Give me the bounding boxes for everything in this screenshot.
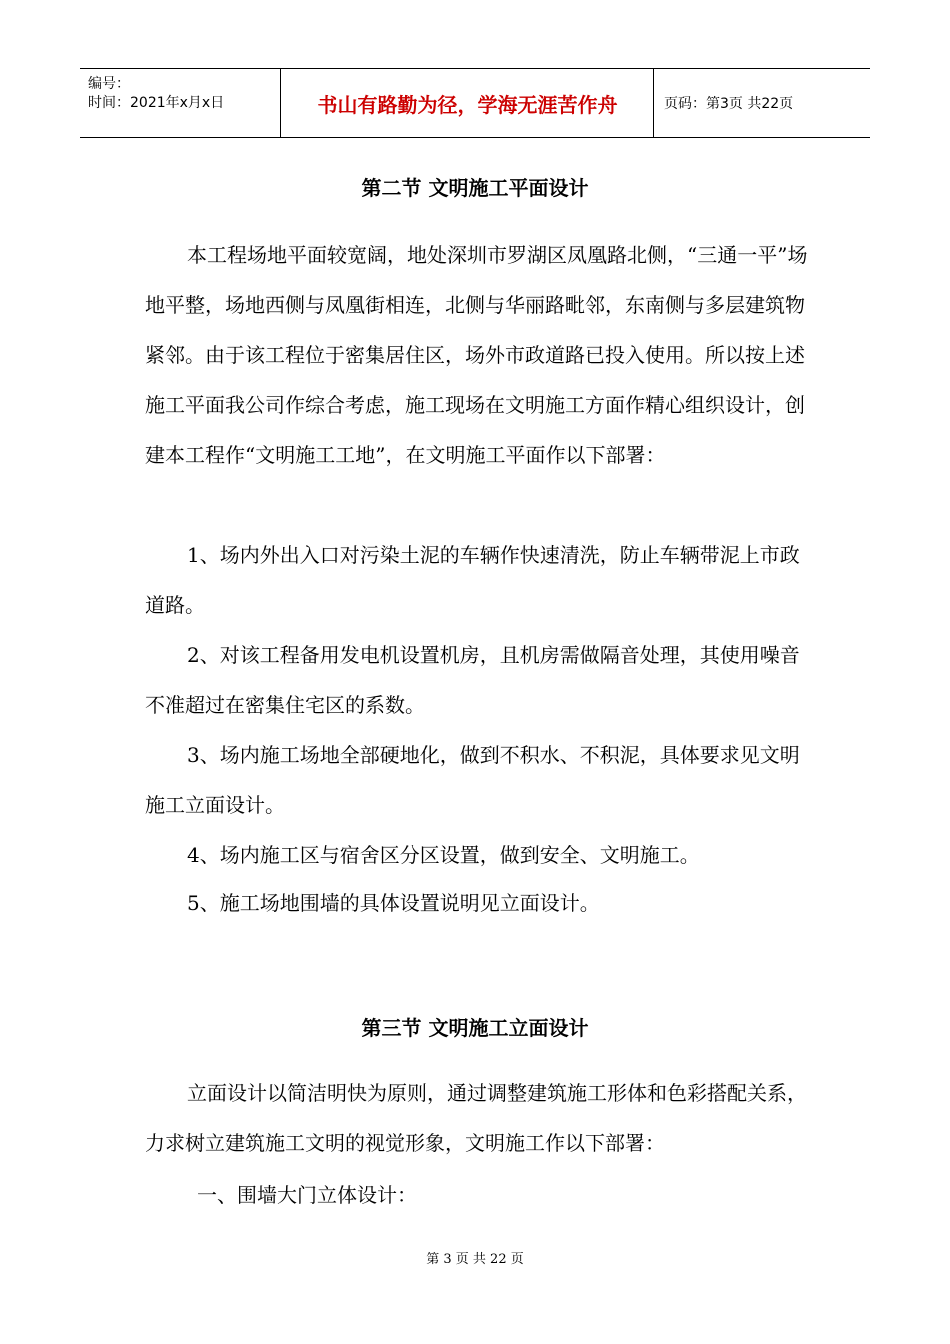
section-2-title: 第二节 文明施工平面设计 (361, 176, 589, 200)
section-2-item-3: 3、场内施工场地全部硬地化，做到不积水、不积泥，具体要求见文明施工立面设计。 (145, 743, 800, 817)
section-2-item-2: 2、对该工程备用发电机设置机房，且机房需做隔音处理，其使用噪音不准超过在密集住宅区的系数。 (145, 643, 800, 717)
section-3-title: 第三节 文明施工立面设计 (361, 1016, 589, 1040)
header-motto: 书山有路勤为径，学海无涯苦作舟 (282, 69, 654, 137)
section-3-item-1: 一、围墙大门立体设计： (197, 1183, 417, 1207)
section-2-item-4: 4、场内施工区与宿舍区分区设置，做到安全、文明施工。 (187, 843, 700, 867)
time-label: 时间：2021年x月x日 (88, 95, 225, 111)
page-footer: 第 3 页 共 22 页 (426, 1252, 524, 1267)
document-header (80, 68, 870, 138)
section-2-intro: 本工程场地平面较宽阔，地处深圳市罗湖区凤凰路北侧，“三通一平”场地平整，场地西侧与凤凰街相连，北侧与华丽路毗邻，东南侧与多层建筑物紧邻。由于该工程位于密集居住区，场外市政道路已投入使用。所以按上述施工平面我公司作综合考虑，施工现场在文明施工方面作精心组织设计，创建本工程作“文明施工工地”，在文明施工平面作以下部署： (145, 243, 808, 467)
section-3-intro: 立面设计以简洁明快为原则，通过调整建筑施工形体和色彩搭配关系，力求树立建筑施工文明的视觉形象，文明施工作以下部署： (145, 1081, 807, 1155)
header-page-info: 页码：第3页 共22页 (664, 96, 794, 112)
section-2-item-5: 5、施工场地围墙的具体设置说明见立面设计。 (187, 891, 600, 915)
number-label: 编号： (88, 76, 130, 92)
section-2-item-1: 1、场内外出入口对污染土泥的车辆作快速清洗，防止车辆带泥上市政道路。 (145, 543, 800, 617)
header-meta (80, 69, 281, 137)
